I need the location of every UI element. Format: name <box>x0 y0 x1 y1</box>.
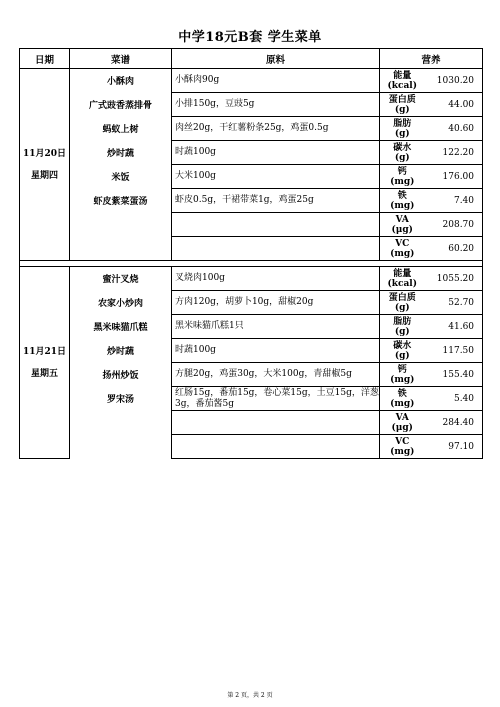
nutrient-name: 能量 (kcal) <box>380 267 425 291</box>
ingredients: 时蔬100g <box>172 141 380 165</box>
ingredients: 小酥肉90g <box>172 69 380 93</box>
weekday-label: 星期五 <box>30 368 58 379</box>
page-title: 中学18元B套 学生菜单 <box>178 30 322 45</box>
ingredients: 小排150g，豆豉5g <box>172 93 380 117</box>
ingredients: 黑米味猫爪糕1只 <box>172 315 380 339</box>
dish-name: 小酥肉 <box>70 69 172 93</box>
nutrient-value: 41.60 <box>425 315 483 339</box>
nutrient-name: 钙 (mg) <box>380 165 425 189</box>
ingredients: 方腿20g，鸡蛋30g，大米100g，青甜椒5g <box>172 363 380 387</box>
header-row <box>20 49 483 69</box>
nutrient-value: 176.00 <box>425 165 483 189</box>
menu-row <box>20 291 483 315</box>
dish-name: 农家小炒肉 <box>70 291 172 315</box>
header-dish: 菜谱 <box>70 49 172 69</box>
date-cell <box>20 267 70 459</box>
menu-row <box>20 141 483 165</box>
ingredients: 虾皮0.5g，干裙带菜1g，鸡蛋25g <box>172 189 380 213</box>
menu-row <box>20 435 483 459</box>
dish-name: 虾皮紫菜蛋汤 <box>70 189 172 213</box>
nutrient-name: 蛋白质 (g) <box>380 93 425 117</box>
nutrient-value: 97.10 <box>425 435 483 459</box>
nutrient-value: 40.60 <box>425 117 483 141</box>
ingredients: 肉丝20g，干红薯粉条25g，鸡蛋0.5g <box>172 117 380 141</box>
dish-name: 炒时蔬 <box>70 141 172 165</box>
menu-row <box>20 189 483 213</box>
page-footer: 第 2 页，共 2 页 <box>227 692 273 699</box>
date-label: 11月20日 <box>22 148 67 159</box>
ingredients: 红肠15g，番茄15g，卷心菜15g，土豆15g，洋葱3g，番茄酱5g <box>172 387 380 411</box>
nutrient-name: 脂肪 (g) <box>380 117 425 141</box>
menu-row <box>20 411 483 435</box>
menu-row <box>20 165 483 189</box>
nutrient-name: 钙 (mg) <box>380 363 425 387</box>
header-nutrition: 营养 <box>380 49 483 69</box>
menu-row <box>20 315 483 339</box>
dish-name: 罗宋汤 <box>70 387 172 411</box>
dish-name <box>70 411 172 435</box>
ingredients: 大米100g <box>172 165 380 189</box>
nutrient-value: 284.40 <box>425 411 483 435</box>
menu-row <box>20 69 483 93</box>
nutrient-value: 7.40 <box>425 189 483 213</box>
dish-name: 炒时蔬 <box>70 339 172 363</box>
menu-row <box>20 93 483 117</box>
dish-name: 蜜汁叉烧 <box>70 267 172 291</box>
nutrient-value: 1030.20 <box>425 69 483 93</box>
nutrient-name: 蛋白质 (g) <box>380 291 425 315</box>
nutrient-value: 44.00 <box>425 93 483 117</box>
nutrient-name: 铁 (mg) <box>380 387 425 411</box>
ingredients <box>172 237 380 261</box>
dish-name <box>70 213 172 237</box>
nutrient-value: 60.20 <box>425 237 483 261</box>
ingredients <box>172 213 380 237</box>
nutrient-name: 碳水 (g) <box>380 339 425 363</box>
nutrient-name: VA (μg) <box>380 411 425 435</box>
ingredients: 叉烧肉100g <box>172 267 380 291</box>
menu-row <box>20 213 483 237</box>
dish-name: 米饭 <box>70 165 172 189</box>
nutrient-name: 能量 (kcal) <box>380 69 425 93</box>
dish-name <box>70 237 172 261</box>
nutrient-name: 铁 (mg) <box>380 189 425 213</box>
header-date: 日期 <box>20 49 70 69</box>
nutrient-name: 碳水 (g) <box>380 141 425 165</box>
ingredients <box>172 435 380 459</box>
dish-name: 广式豉香蒸排骨 <box>70 93 172 117</box>
nutrient-name: VC (mg) <box>380 435 425 459</box>
nutrient-value: 208.70 <box>425 213 483 237</box>
nutrient-name: VA (μg) <box>380 213 425 237</box>
menu-row <box>20 339 483 363</box>
menu-row <box>20 237 483 261</box>
menu-row <box>20 267 483 291</box>
nutrient-value: 5.40 <box>425 387 483 411</box>
ingredients: 方肉120g，胡萝卜10g，甜椒20g <box>172 291 380 315</box>
nutrient-value: 117.50 <box>425 339 483 363</box>
date-label: 11月21日 <box>22 346 67 357</box>
day-block-thursday <box>20 69 483 261</box>
ingredients <box>172 411 380 435</box>
header-ingredients: 原料 <box>172 49 380 69</box>
nutrient-name: VC (mg) <box>380 237 425 261</box>
dish-name: 黑米味猫爪糕 <box>70 315 172 339</box>
nutrient-value: 52.70 <box>425 291 483 315</box>
dish-name: 蚂蚁上树 <box>70 117 172 141</box>
menu-table <box>19 48 483 459</box>
date-cell <box>20 69 70 261</box>
dish-name: 扬州炒饭 <box>70 363 172 387</box>
day-block-friday <box>20 267 483 459</box>
nutrient-name: 脂肪 (g) <box>380 315 425 339</box>
nutrient-value: 122.20 <box>425 141 483 165</box>
weekday-label: 星期四 <box>30 170 58 181</box>
nutrient-value: 155.40 <box>425 363 483 387</box>
menu-row <box>20 387 483 411</box>
nutrient-value: 1055.20 <box>425 267 483 291</box>
ingredients: 时蔬100g <box>172 339 380 363</box>
menu-row <box>20 117 483 141</box>
menu-row <box>20 363 483 387</box>
dish-name <box>70 435 172 459</box>
